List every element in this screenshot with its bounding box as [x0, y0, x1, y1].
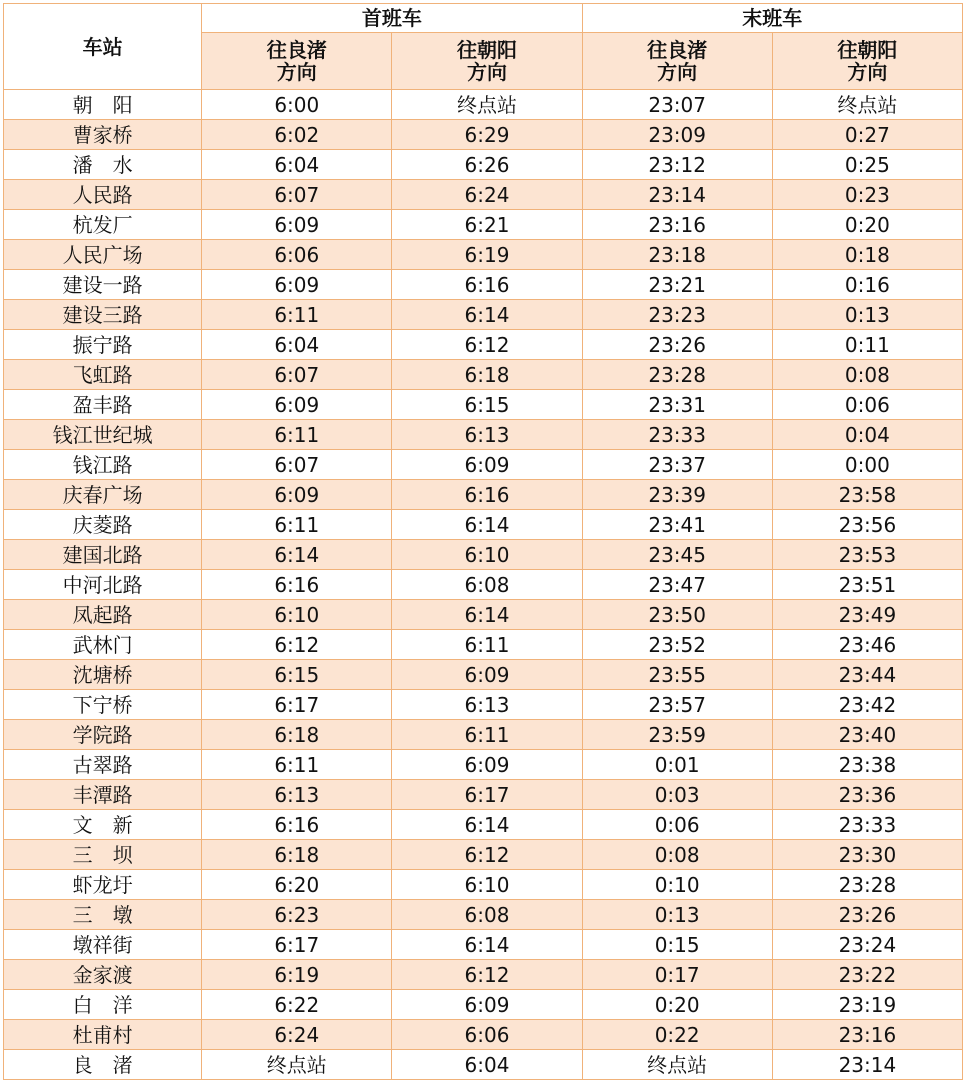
- first-train-chaoyang-time: 6:09: [392, 750, 582, 780]
- table-row: [4, 660, 963, 690]
- last-train-liangzhu-time: 23:18: [582, 240, 772, 270]
- direction-header-first-liangzhu: [202, 33, 392, 90]
- table-row: [4, 930, 963, 960]
- first-train-chaoyang-time: 6:14: [392, 810, 582, 840]
- direction-name: 往朝阳: [456, 38, 517, 62]
- first-train-chaoyang-time: 6:11: [392, 720, 582, 750]
- table-row: [4, 720, 963, 750]
- last-train-liangzhu-time: 0:10: [582, 870, 772, 900]
- table-row: [4, 120, 963, 150]
- first-train-header: 首班车: [202, 4, 582, 33]
- last-train-liangzhu-time: 23:09: [582, 120, 772, 150]
- first-train-liangzhu-time: 6:06: [202, 240, 392, 270]
- table-row: [4, 780, 963, 810]
- first-train-liangzhu-time: 6:10: [202, 600, 392, 630]
- last-train-liangzhu-time: 23:52: [582, 630, 772, 660]
- last-train-liangzhu-time: 23:28: [582, 360, 772, 390]
- station-name: 白 洋: [4, 990, 202, 1020]
- last-train-chaoyang-time: 23:14: [772, 1050, 962, 1080]
- last-train-liangzhu-time: 23:16: [582, 210, 772, 240]
- last-train-chaoyang-time: 0:11: [772, 330, 962, 360]
- first-train-chaoyang-time: 6:09: [392, 990, 582, 1020]
- table-row: [4, 240, 963, 270]
- station-name: 墩祥街: [4, 930, 202, 960]
- table-row: [4, 630, 963, 660]
- station-name: 沈塘桥: [4, 660, 202, 690]
- table-row: [4, 570, 963, 600]
- station-name: 中河北路: [4, 570, 202, 600]
- first-train-liangzhu-time: 6:11: [202, 300, 392, 330]
- last-train-chaoyang-time: 23:36: [772, 780, 962, 810]
- last-train-chaoyang-time: 0:13: [772, 300, 962, 330]
- first-train-liangzhu-time: 6:09: [202, 480, 392, 510]
- station-name: 庆菱路: [4, 510, 202, 540]
- last-train-liangzhu-time: 0:17: [582, 960, 772, 990]
- station-name: 虾龙圩: [4, 870, 202, 900]
- table-row: [4, 900, 963, 930]
- last-train-liangzhu-time: 23:57: [582, 690, 772, 720]
- last-train-liangzhu-time: 23:31: [582, 390, 772, 420]
- station-name: 建设三路: [4, 300, 202, 330]
- schedule-header: [4, 4, 963, 90]
- direction-suffix: 方向: [276, 60, 317, 84]
- last-train-chaoyang-time: 23:19: [772, 990, 962, 1020]
- first-train-chaoyang-time: 6:10: [392, 870, 582, 900]
- last-train-chaoyang-time: 23:30: [772, 840, 962, 870]
- last-train-liangzhu-time: 0:13: [582, 900, 772, 930]
- station-name: 钱江世纪城: [4, 420, 202, 450]
- station-name: 振宁路: [4, 330, 202, 360]
- first-train-liangzhu-time: 6:12: [202, 630, 392, 660]
- last-train-chaoyang-time: 0:08: [772, 360, 962, 390]
- last-train-chaoyang-time: 0:25: [772, 150, 962, 180]
- last-train-chaoyang-time: 0:04: [772, 420, 962, 450]
- first-train-chaoyang-time: 6:19: [392, 240, 582, 270]
- table-row: [4, 750, 963, 780]
- last-train-chaoyang-time: 23:51: [772, 570, 962, 600]
- first-train-chaoyang-time: 6:04: [392, 1050, 582, 1080]
- last-train-liangzhu-time: 0:15: [582, 930, 772, 960]
- first-train-liangzhu-time: 6:09: [202, 390, 392, 420]
- station-name: 丰潭路: [4, 780, 202, 810]
- first-train-liangzhu-time: 6:07: [202, 450, 392, 480]
- last-train-liangzhu-time: 终点站: [582, 1050, 772, 1080]
- station-name: 三 墩: [4, 900, 202, 930]
- station-name: 杭发厂: [4, 210, 202, 240]
- first-train-chaoyang-time: 6:13: [392, 690, 582, 720]
- last-train-liangzhu-time: 23:14: [582, 180, 772, 210]
- table-row: [4, 270, 963, 300]
- direction-name: 往良渚: [266, 38, 327, 62]
- last-train-chaoyang-time: 23:44: [772, 660, 962, 690]
- first-train-liangzhu-time: 6:04: [202, 150, 392, 180]
- last-train-liangzhu-time: 23:07: [582, 90, 772, 120]
- last-train-chaoyang-time: 23:42: [772, 690, 962, 720]
- first-train-liangzhu-time: 6:07: [202, 360, 392, 390]
- first-train-chaoyang-time: 6:26: [392, 150, 582, 180]
- table-row: [4, 870, 963, 900]
- table-row: [4, 690, 963, 720]
- first-train-chaoyang-time: 6:15: [392, 390, 582, 420]
- last-train-chaoyang-time: 23:26: [772, 900, 962, 930]
- last-train-chaoyang-time: 0:00: [772, 450, 962, 480]
- first-train-chaoyang-time: 6:13: [392, 420, 582, 450]
- last-train-chaoyang-time: 0:18: [772, 240, 962, 270]
- last-train-chaoyang-time: 0:06: [772, 390, 962, 420]
- first-train-chaoyang-time: 6:14: [392, 300, 582, 330]
- station-name: 武林门: [4, 630, 202, 660]
- first-train-liangzhu-time: 6:09: [202, 270, 392, 300]
- last-train-liangzhu-time: 23:33: [582, 420, 772, 450]
- last-train-chaoyang-time: 23:58: [772, 480, 962, 510]
- first-train-liangzhu-time: 6:00: [202, 90, 392, 120]
- last-train-chaoyang-time: 23:46: [772, 630, 962, 660]
- first-train-liangzhu-time: 6:23: [202, 900, 392, 930]
- station-name: 人民路: [4, 180, 202, 210]
- first-train-chaoyang-time: 6:11: [392, 630, 582, 660]
- last-train-liangzhu-time: 23:21: [582, 270, 772, 300]
- last-train-liangzhu-time: 0:22: [582, 1020, 772, 1050]
- station-name: 学院路: [4, 720, 202, 750]
- first-train-chaoyang-time: 6:09: [392, 450, 582, 480]
- last-train-liangzhu-time: 23:37: [582, 450, 772, 480]
- station-name: 潘 水: [4, 150, 202, 180]
- table-row: [4, 1050, 963, 1080]
- first-train-chaoyang-time: 6:16: [392, 270, 582, 300]
- first-train-liangzhu-time: 6:19: [202, 960, 392, 990]
- table-row: [4, 210, 963, 240]
- last-train-chaoyang-time: 23:22: [772, 960, 962, 990]
- last-train-liangzhu-time: 23:59: [582, 720, 772, 750]
- first-train-liangzhu-time: 6:15: [202, 660, 392, 690]
- first-train-chaoyang-time: 6:06: [392, 1020, 582, 1050]
- first-train-liangzhu-time: 6:11: [202, 750, 392, 780]
- first-train-liangzhu-time: 6:18: [202, 720, 392, 750]
- direction-header-last-chaoyang: [772, 33, 962, 90]
- table-row: [4, 1020, 963, 1050]
- first-train-liangzhu-time: 6:14: [202, 540, 392, 570]
- last-train-chaoyang-time: 23:16: [772, 1020, 962, 1050]
- table-row: [4, 510, 963, 540]
- station-name: 庆春广场: [4, 480, 202, 510]
- station-name: 建设一路: [4, 270, 202, 300]
- station-name: 下宁桥: [4, 690, 202, 720]
- table-row: [4, 420, 963, 450]
- station-name: 三 坝: [4, 840, 202, 870]
- first-train-liangzhu-time: 6:04: [202, 330, 392, 360]
- station-column-header: 车站: [4, 4, 202, 90]
- direction-name: 往朝阳: [837, 38, 898, 62]
- station-name: 曹家桥: [4, 120, 202, 150]
- first-train-chaoyang-time: 6:08: [392, 570, 582, 600]
- first-train-liangzhu-time: 6:13: [202, 780, 392, 810]
- last-train-chaoyang-time: 0:20: [772, 210, 962, 240]
- last-train-chaoyang-time: 23:33: [772, 810, 962, 840]
- first-train-chaoyang-time: 6:14: [392, 510, 582, 540]
- last-train-liangzhu-time: 0:20: [582, 990, 772, 1020]
- table-row: [4, 540, 963, 570]
- table-row: [4, 390, 963, 420]
- first-train-liangzhu-time: 6:17: [202, 690, 392, 720]
- first-train-liangzhu-time: 6:02: [202, 120, 392, 150]
- table-row: [4, 600, 963, 630]
- direction-header-last-liangzhu: [582, 33, 772, 90]
- first-train-chaoyang-time: 6:14: [392, 600, 582, 630]
- direction-header-first-chaoyang: [392, 33, 582, 90]
- station-name: 金家渡: [4, 960, 202, 990]
- first-train-liangzhu-time: 6:20: [202, 870, 392, 900]
- last-train-liangzhu-time: 23:39: [582, 480, 772, 510]
- first-train-liangzhu-time: 6:07: [202, 180, 392, 210]
- last-train-chaoyang-time: 0:23: [772, 180, 962, 210]
- table-row: [4, 180, 963, 210]
- last-train-chaoyang-time: 0:27: [772, 120, 962, 150]
- table-row: [4, 360, 963, 390]
- station-name: 人民广场: [4, 240, 202, 270]
- first-train-chaoyang-time: 6:24: [392, 180, 582, 210]
- station-name: 杜甫村: [4, 1020, 202, 1050]
- first-train-chaoyang-time: 6:16: [392, 480, 582, 510]
- table-row: [4, 840, 963, 870]
- station-name: 钱江路: [4, 450, 202, 480]
- first-train-liangzhu-time: 6:11: [202, 510, 392, 540]
- schedule-body: [4, 90, 963, 1080]
- station-name: 古翠路: [4, 750, 202, 780]
- table-row: [4, 90, 963, 120]
- last-train-liangzhu-time: 23:12: [582, 150, 772, 180]
- station-name: 建国北路: [4, 540, 202, 570]
- station-name: 朝 阳: [4, 90, 202, 120]
- last-train-liangzhu-time: 23:55: [582, 660, 772, 690]
- last-train-liangzhu-time: 0:03: [582, 780, 772, 810]
- direction-name: 往良渚: [647, 38, 708, 62]
- last-train-chaoyang-time: 23:28: [772, 870, 962, 900]
- first-train-chaoyang-time: 6:12: [392, 330, 582, 360]
- station-name: 盈丰路: [4, 390, 202, 420]
- first-train-liangzhu-time: 6:24: [202, 1020, 392, 1050]
- first-train-liangzhu-time: 终点站: [202, 1050, 392, 1080]
- last-train-chaoyang-time: 23:53: [772, 540, 962, 570]
- first-train-liangzhu-time: 6:22: [202, 990, 392, 1020]
- first-train-chaoyang-time: 6:10: [392, 540, 582, 570]
- first-train-chaoyang-time: 6:21: [392, 210, 582, 240]
- last-train-liangzhu-time: 23:41: [582, 510, 772, 540]
- table-row: [4, 330, 963, 360]
- first-train-chaoyang-time: 6:08: [392, 900, 582, 930]
- first-train-chaoyang-time: 6:17: [392, 780, 582, 810]
- station-name: 凤起路: [4, 600, 202, 630]
- first-train-chaoyang-time: 6:09: [392, 660, 582, 690]
- table-row: [4, 990, 963, 1020]
- first-train-chaoyang-time: 6:18: [392, 360, 582, 390]
- direction-suffix: 方向: [657, 60, 698, 84]
- first-train-liangzhu-time: 6:18: [202, 840, 392, 870]
- last-train-liangzhu-time: 0:01: [582, 750, 772, 780]
- station-name: 飞虹路: [4, 360, 202, 390]
- metro-schedule-table: [3, 3, 963, 1080]
- last-train-chaoyang-time: 23:38: [772, 750, 962, 780]
- table-row: [4, 810, 963, 840]
- last-train-chaoyang-time: 23:24: [772, 930, 962, 960]
- first-train-chaoyang-time: 6:14: [392, 930, 582, 960]
- last-train-liangzhu-time: 23:47: [582, 570, 772, 600]
- station-name: 文 新: [4, 810, 202, 840]
- first-train-chaoyang-time: 6:12: [392, 960, 582, 990]
- header-row-top: [4, 4, 963, 33]
- first-train-chaoyang-time: 6:12: [392, 840, 582, 870]
- first-train-liangzhu-time: 6:17: [202, 930, 392, 960]
- station-name: 良 渚: [4, 1050, 202, 1080]
- last-train-liangzhu-time: 0:08: [582, 840, 772, 870]
- last-train-liangzhu-time: 23:26: [582, 330, 772, 360]
- first-train-liangzhu-time: 6:16: [202, 810, 392, 840]
- last-train-chaoyang-time: 23:56: [772, 510, 962, 540]
- last-train-chaoyang-time: 23:49: [772, 600, 962, 630]
- table-row: [4, 450, 963, 480]
- table-row: [4, 960, 963, 990]
- table-row: [4, 150, 963, 180]
- last-train-liangzhu-time: 23:50: [582, 600, 772, 630]
- last-train-liangzhu-time: 0:06: [582, 810, 772, 840]
- first-train-chaoyang-time: 终点站: [392, 90, 582, 120]
- table-row: [4, 300, 963, 330]
- last-train-liangzhu-time: 23:45: [582, 540, 772, 570]
- first-train-chaoyang-time: 6:29: [392, 120, 582, 150]
- first-train-liangzhu-time: 6:16: [202, 570, 392, 600]
- last-train-chaoyang-time: 23:40: [772, 720, 962, 750]
- first-train-liangzhu-time: 6:09: [202, 210, 392, 240]
- last-train-chaoyang-time: 终点站: [772, 90, 962, 120]
- last-train-chaoyang-time: 0:16: [772, 270, 962, 300]
- table-row: [4, 480, 963, 510]
- first-train-liangzhu-time: 6:11: [202, 420, 392, 450]
- direction-suffix: 方向: [466, 60, 507, 84]
- direction-suffix: 方向: [847, 60, 888, 84]
- last-train-liangzhu-time: 23:23: [582, 300, 772, 330]
- last-train-header: 末班车: [582, 4, 962, 33]
